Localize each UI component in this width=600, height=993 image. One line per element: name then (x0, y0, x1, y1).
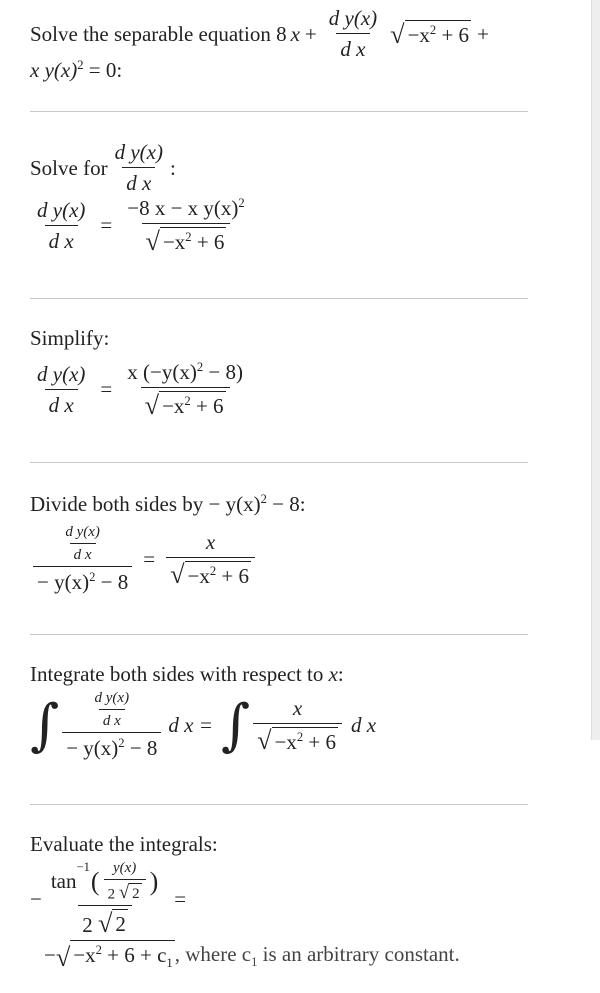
step-evaluate-equation: − tan $^{-1}$ ( y(x) 2 √ 2 ) 2 √ 2 = (30, 860, 187, 938)
radical-icon: √ (97, 909, 113, 938)
step-simplify-equation: $\frac{\text{d y(x)}}{\text{d x}}$ = x $(-y(x)^2 - 8)$ √ $-x^2 + 6$ (37, 360, 243, 420)
step-simplify-label: Simplify: (30, 326, 110, 350)
radical-icon: √ (144, 390, 160, 420)
divider (30, 804, 528, 805)
integral-icon: ∫ (220, 692, 251, 758)
problem-statement: Solve the separable equation 8 x + $\frac{\text{d y(x)}}{\text{d x}}$ √ $-x^2 + 6$ + (30, 6, 489, 61)
radical-icon: √ (118, 882, 130, 904)
step-divide-label: Divide both sides by − $y(x)^2 - 8$: (30, 492, 306, 516)
radical-icon: √ (55, 942, 71, 972)
divider (30, 111, 528, 112)
step-integrate-equation: ∫ $\frac{\frac{\text{d y(x)}}{\text{d x}}}{- y(x)^2 - 8}$ d x = ∫ x √ $-x^2 + 6$ d x (30, 690, 377, 760)
radical-icon: √ (390, 19, 405, 49)
divider (30, 298, 528, 299)
radical-icon: √ (257, 726, 272, 756)
step-integrate-label: Integrate both sides with respect to x: (30, 662, 344, 686)
divider (30, 462, 528, 463)
radical-icon: √ (170, 560, 185, 590)
radical-icon: √ (145, 226, 160, 256)
derivative-fraction: $\frac{\text{d y(x)}}{\text{d x}}$ (328, 6, 378, 61)
step-solve-for: Solve for $\frac{\text{d y(x)}}{\text{d x}}$ : (30, 140, 176, 195)
step-solve-for-equation: $\frac{\text{d y(x)}}{\text{d x}}$ = −8 x − x $y(x)^2$ √ $-x^2 + 6$ (37, 196, 245, 256)
step-evaluate-label: Evaluate the integrals: (30, 832, 218, 856)
divider (30, 634, 528, 635)
integral-icon: ∫ (30, 692, 60, 758)
sqrt-expression: √ $-x^2 + 6$ (390, 19, 470, 49)
step-evaluate-result: − √ $-x^2 + 6 + c_1$ , where $c_1$ is an arbitrary constant. (44, 941, 460, 972)
step-divide-equation: $\frac{\frac{\text{d y(x)}}{\text{d x}}}{- y(x)^2 - 8}$ = x √ $-x^2 + 6$ (30, 524, 258, 595)
problem-statement-line2: x $y(x)^2 = 0$: (30, 58, 123, 82)
scrollbar[interactable] (591, 0, 600, 740)
